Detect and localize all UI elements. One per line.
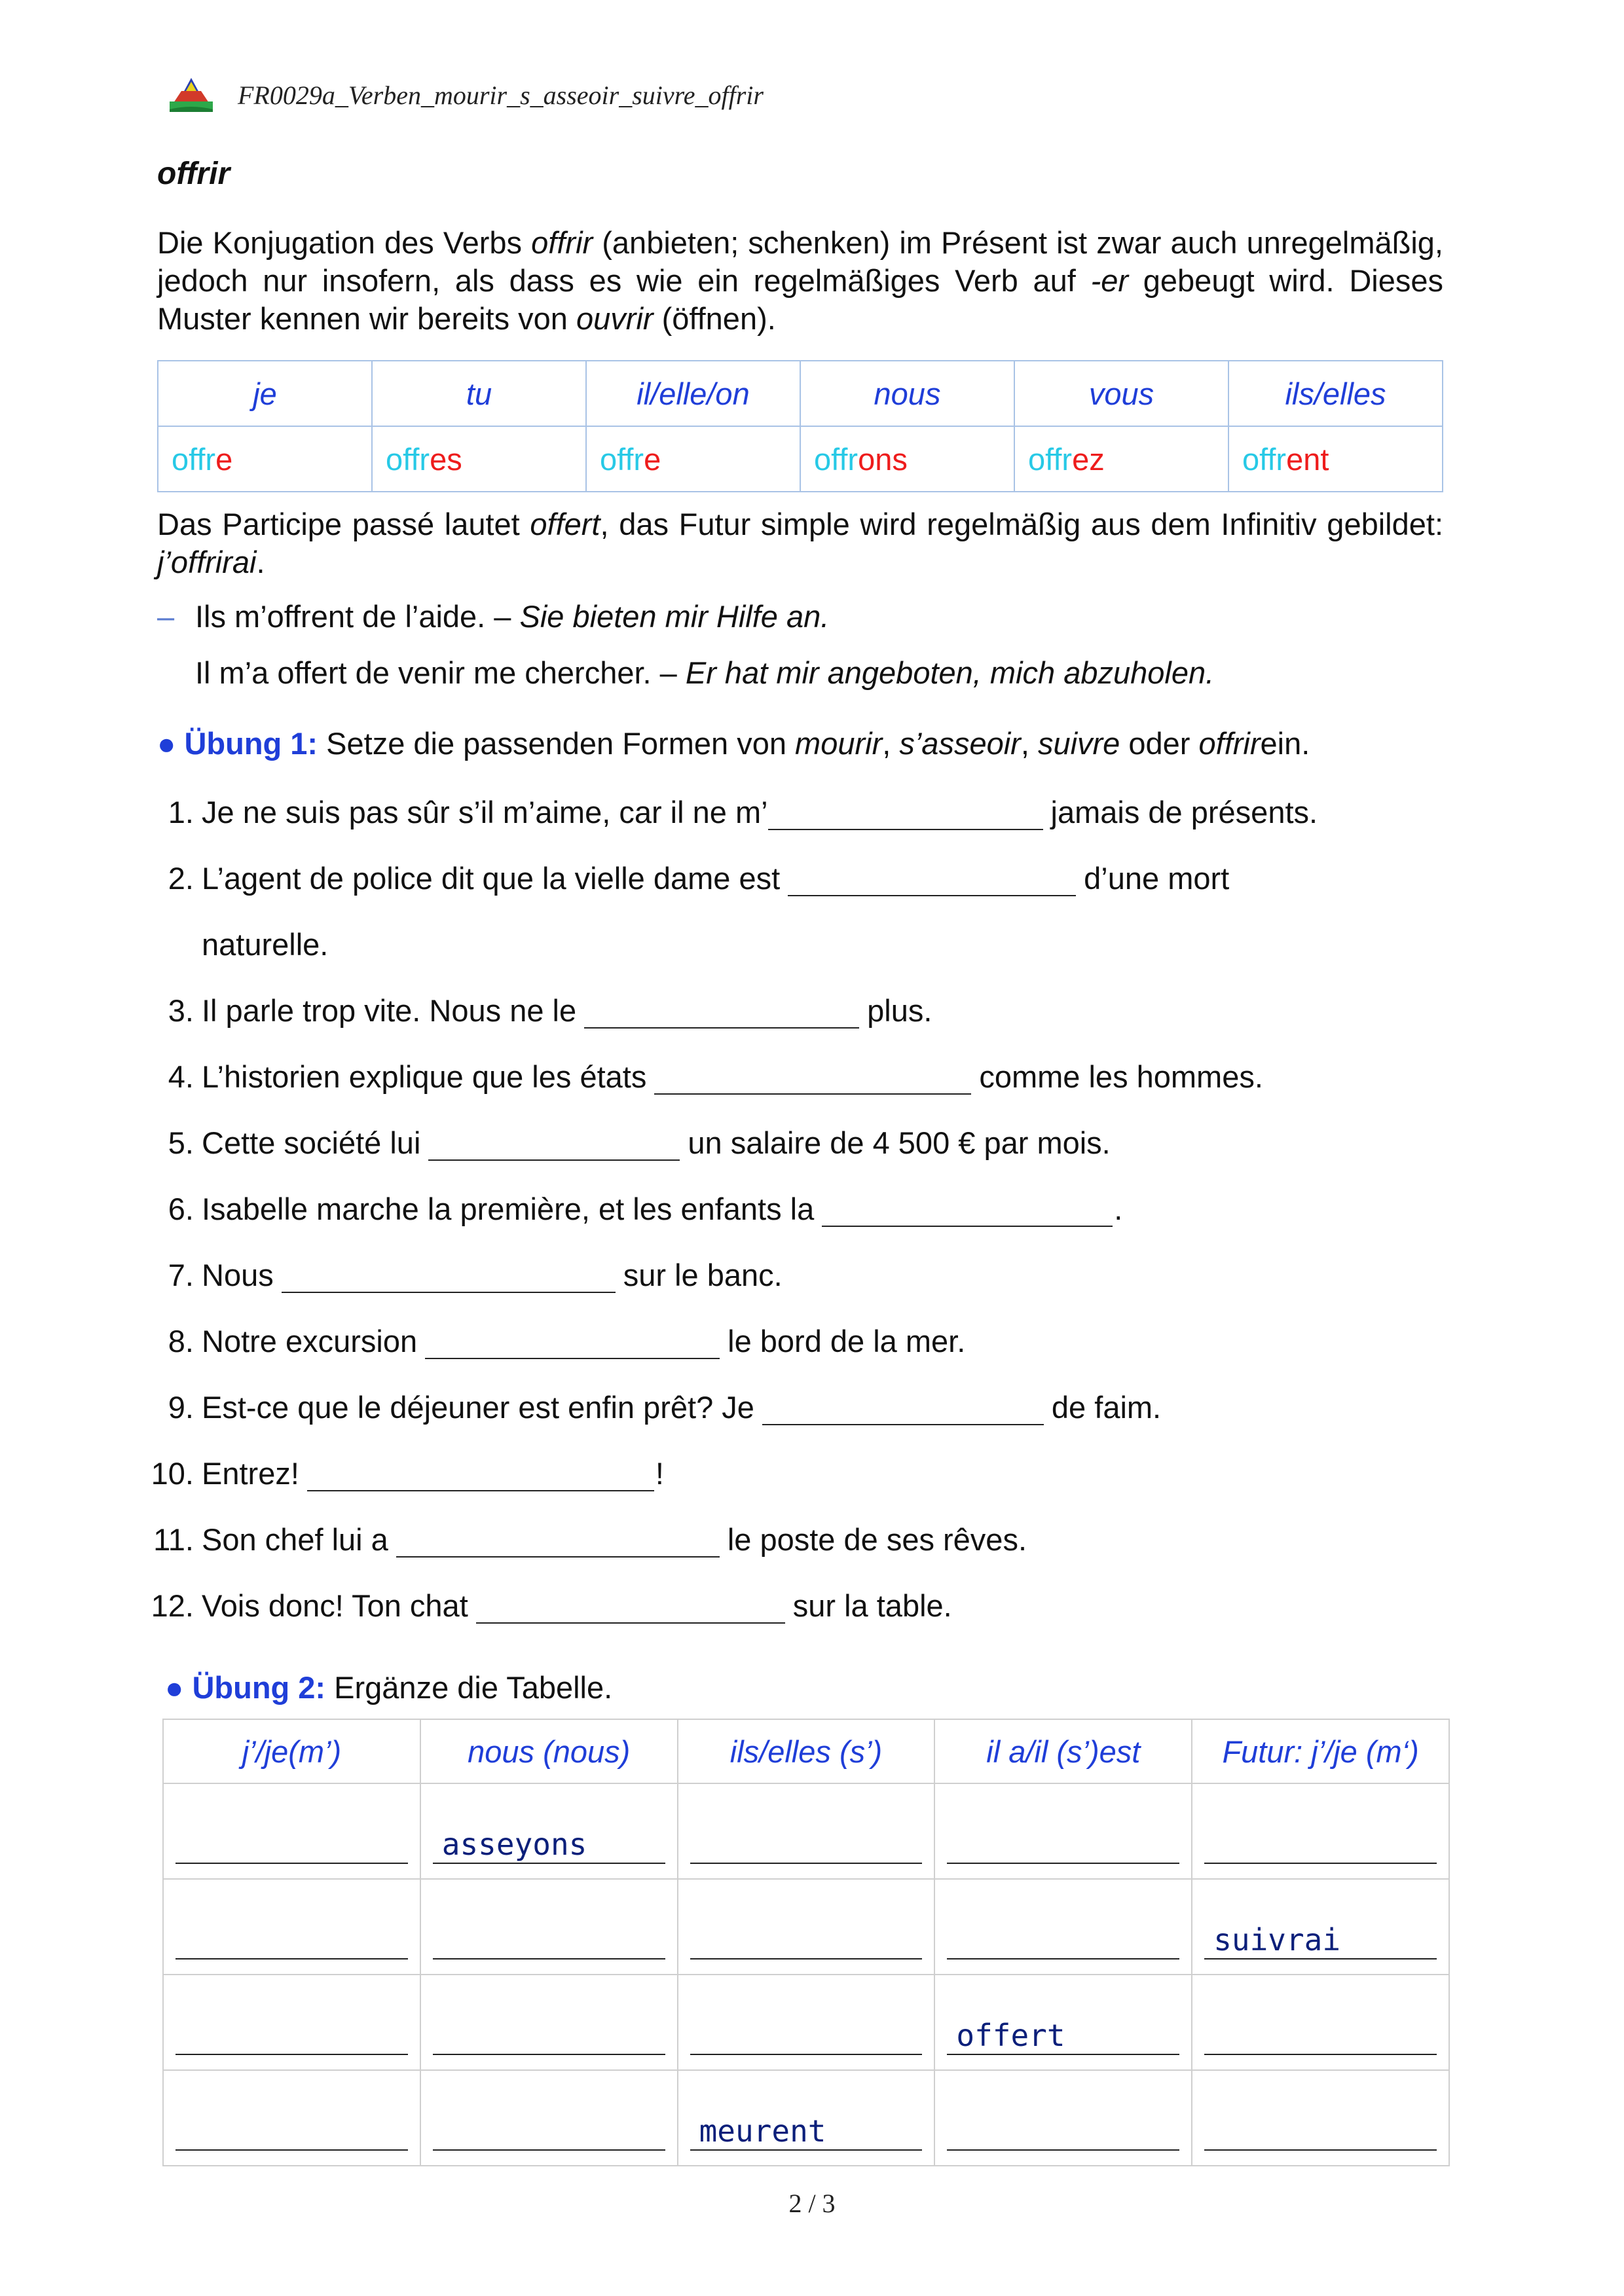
page-header: [167, 72, 764, 118]
answer-blank[interactable]: [768, 803, 1043, 830]
exercise-item: 3. Il parle trop vite. Nous ne le plus.: [168, 993, 932, 1028]
participle-paragraph: Das Participe passé lautet offert, das Futur simple wird regelmäßig aus dem Infinitiv gebildet: j’offrirai.: [157, 507, 1443, 579]
answer-field[interactable]: [175, 2017, 408, 2055]
exercise-item: 12. Vois donc! Ton chat sur la table.: [151, 1588, 952, 1623]
answer-field[interactable]: meurent: [690, 2113, 923, 2151]
answer-blank[interactable]: [822, 1199, 1113, 1227]
answer-blank[interactable]: [307, 1464, 654, 1491]
answer-blank[interactable]: [788, 869, 1076, 896]
answer-blank[interactable]: [282, 1266, 616, 1293]
answer-field[interactable]: [1204, 2017, 1437, 2055]
answer-field[interactable]: [947, 1922, 1179, 1959]
answer-field[interactable]: [690, 1922, 923, 1959]
answer-field[interactable]: [1204, 2113, 1437, 2151]
table-row: [163, 1975, 1449, 2070]
pronoun-cell: tu: [372, 361, 586, 426]
answer-blank[interactable]: [425, 1332, 720, 1359]
exercise1-heading: ● Übung 1: Setze die passenden Formen von mourir, s’asseoir, suivre oder offrirein.: [157, 726, 1310, 761]
form-cell: offrons: [800, 426, 1014, 492]
answer-blank[interactable]: [762, 1398, 1044, 1425]
form-cell: offre: [586, 426, 800, 492]
answer-field[interactable]: [175, 1922, 408, 1959]
exercise-item: 10. Entrez! !: [151, 1456, 664, 1491]
exercise-item: 9. Est-ce que le déjeuner est enfin prêt? Je de faim.: [168, 1390, 1162, 1425]
table-row: [163, 1783, 1449, 1879]
column-header: Futur: j’/je (m‘): [1192, 1719, 1449, 1783]
answer-field[interactable]: [690, 1826, 923, 1864]
exercise-item: 7. Nous sur le banc.: [168, 1258, 783, 1292]
answer-field[interactable]: [1204, 1826, 1437, 1864]
form-cell: offres: [372, 426, 586, 492]
exercise-item: 8. Notre excursion le bord de la mer.: [168, 1324, 966, 1358]
answer-field[interactable]: offert: [947, 2017, 1179, 2055]
exercise-item: 5. Cette société lui un salaire de 4 500 € par mois.: [168, 1125, 1111, 1160]
answer-field[interactable]: [690, 2017, 923, 2055]
logo-icon: [167, 77, 215, 113]
conjugation-table: [157, 360, 1443, 492]
exercise-item: 6. Isabelle marche la première, et les enfants la .: [168, 1192, 1123, 1226]
intro-paragraph: Die Konjugation des Verbs offrir (anbieten; schenken) im Présent ist zwar auch unregelmäßig, jedoch nur insofern, als dass es wie ein regelmäßiges Verb auf -er gebeugt wird. Dieses Muster kennen wir bereits von ouvrir (öffnen).: [157, 225, 1443, 336]
section-title: offrir: [157, 156, 231, 191]
form-cell: offre: [158, 426, 372, 492]
exercise-item: 2. L’agent de police dit que la vielle dame est d’une mort: [168, 861, 1230, 896]
table-row: [163, 2070, 1449, 2166]
answer-field[interactable]: [433, 2017, 665, 2055]
answer-field[interactable]: [433, 1922, 665, 1959]
exercise-item: 1. Je ne suis pas sûr s’il m’aime, car il ne m’ jamais de présents.: [168, 795, 1318, 829]
exercise2-table: [162, 1719, 1450, 2166]
answer-field[interactable]: [433, 2113, 665, 2151]
pronoun-cell: il/elle/on: [586, 361, 800, 426]
pronoun-cell: vous: [1014, 361, 1228, 426]
example-dash: –: [157, 599, 175, 634]
column-header: nous (nous): [420, 1719, 678, 1783]
answer-field[interactable]: [175, 2113, 408, 2151]
answer-blank[interactable]: [584, 1001, 859, 1029]
document-title: FR0029a_Verben_mourir_s_asseoir_suivre_offrir: [238, 80, 764, 110]
answer-field[interactable]: [947, 1826, 1179, 1864]
page-number: 2 / 3: [788, 2189, 836, 2218]
form-cell: offrez: [1014, 426, 1228, 492]
answer-blank[interactable]: [476, 1596, 785, 1624]
answer-field[interactable]: suivrai: [1204, 1922, 1437, 1959]
column-header: ils/elles (s’): [678, 1719, 935, 1783]
pronoun-cell: je: [158, 361, 372, 426]
answer-field[interactable]: asseyons: [433, 1826, 665, 1864]
pronoun-cell: nous: [800, 361, 1014, 426]
answer-field[interactable]: [175, 1826, 408, 1864]
example-line: Il m’a offert de venir me chercher. – Er hat mir angeboten, mich abzuholen.: [195, 655, 1215, 690]
answer-blank[interactable]: [654, 1067, 971, 1095]
answer-blank[interactable]: [396, 1530, 720, 1558]
exercise-item-continuation: naturelle.: [202, 927, 329, 962]
column-header: j’/je(m’): [163, 1719, 420, 1783]
answer-field[interactable]: [947, 2113, 1179, 2151]
exercise2-heading: ● Übung 2: Ergänze die Tabelle.: [165, 1670, 613, 1705]
pronoun-cell: ils/elles: [1228, 361, 1443, 426]
table-row: [163, 1879, 1449, 1975]
exercise-item: 4. L’historien explique que les états comme les hommes.: [168, 1059, 1263, 1094]
answer-blank[interactable]: [428, 1133, 680, 1161]
form-cell: offrent: [1228, 426, 1443, 492]
column-header: il a/il (s’)est: [934, 1719, 1192, 1783]
example-line: Ils m’offrent de l’aide. – Sie bieten mir Hilfe an.: [195, 599, 830, 634]
exercise-item: 11. Son chef lui a le poste de ses rêves.: [153, 1522, 1027, 1557]
